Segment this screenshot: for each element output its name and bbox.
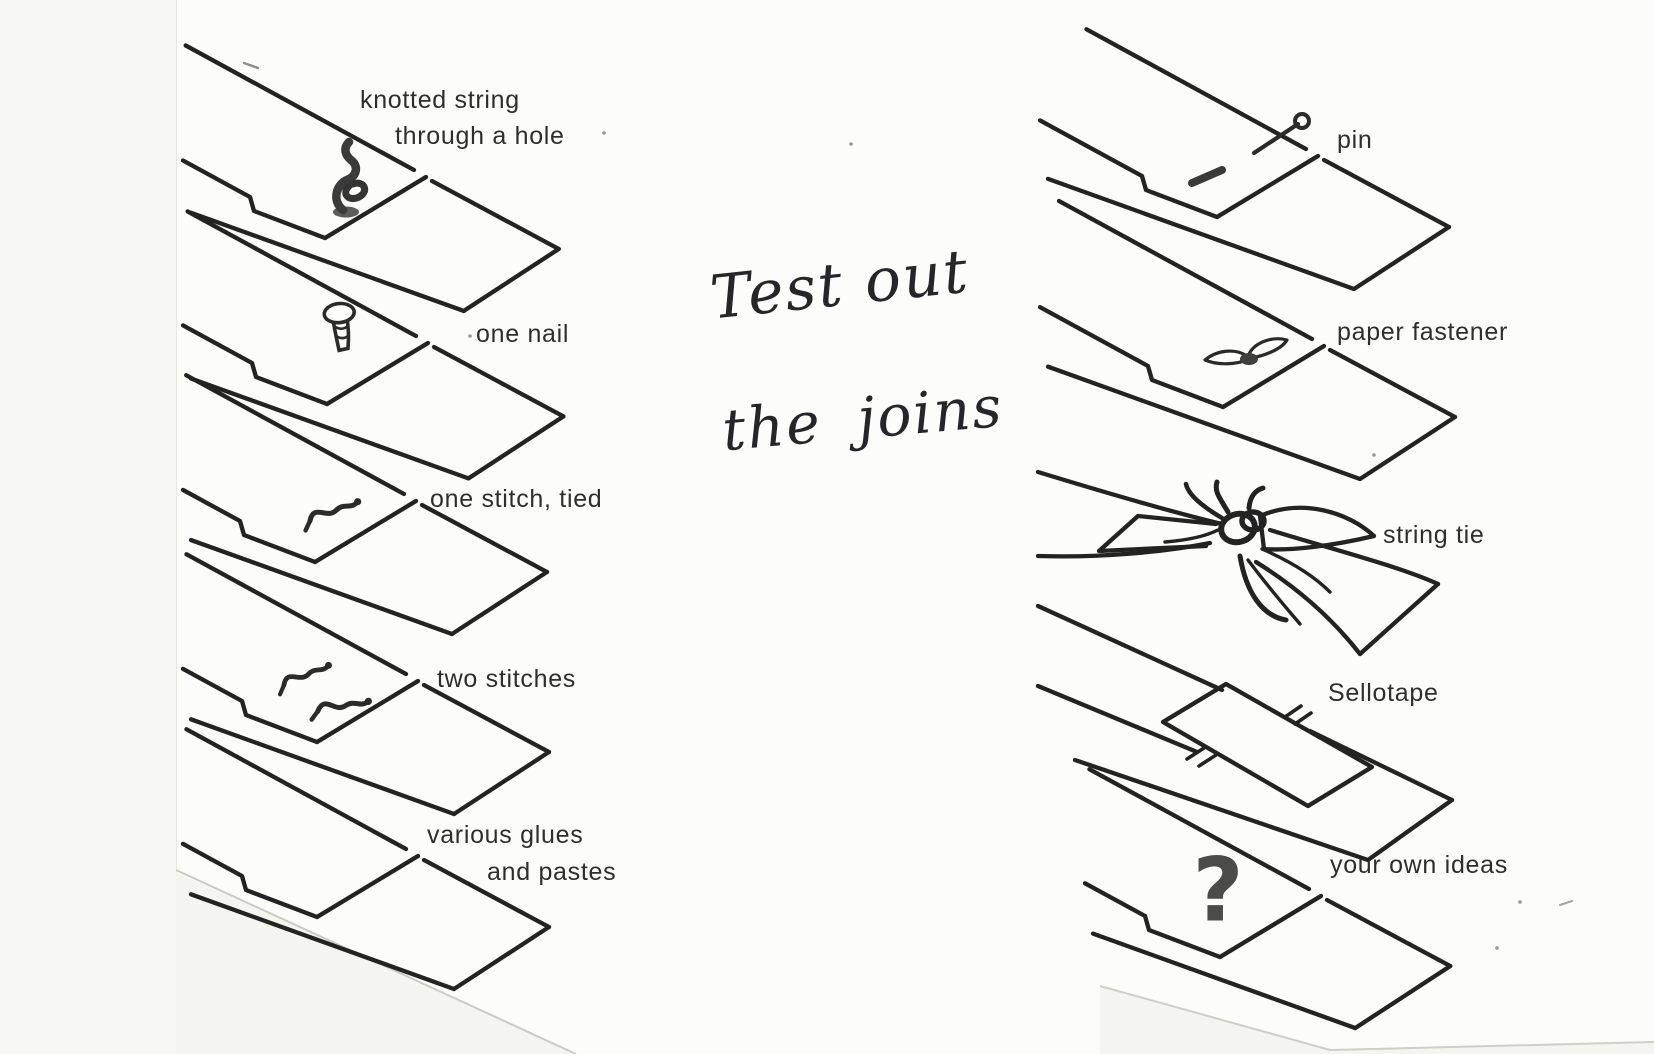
join-string-tie-drawing [1038,472,1438,654]
label-knotted-string-line2: through a hole [395,122,565,150]
label-one-nail: one nail [476,320,570,348]
fastener-icons [277,114,1309,942]
label-knotted-string: knotted string [360,86,520,114]
label-your-own-ideas: your own ideas [1330,851,1508,879]
scan-artifacts [176,870,1654,1054]
paper-strip-drawings [183,29,1455,1028]
paper-fastener-icon [1205,339,1287,365]
svg-text:?: ? [1192,838,1244,942]
label-pin: pin [1337,126,1373,154]
label-paper-fastener: paper fastener [1337,318,1509,346]
handwritten-note-line2: the joins [719,373,1006,465]
label-sellotape: Sellotape [1328,679,1439,707]
nail-icon [323,302,358,351]
label-various-glues-line2: and pastes [487,858,617,886]
join-sellotape-drawing [1038,606,1452,860]
label-one-stitch-tied: one stitch, tied [430,485,603,513]
handwritten-note-line1: Test out [707,236,973,334]
knotted-string-icon [333,142,365,218]
question-mark-icon [1192,839,1243,942]
stitch-icon [304,498,363,531]
join-pin-drawing [1040,29,1449,289]
label-string-tie: string tie [1383,521,1485,549]
label-various-glues: various glues [427,821,584,849]
label-two-stitches: two stitches [437,665,577,693]
join-your-own-ideas-drawing [1085,769,1450,1028]
